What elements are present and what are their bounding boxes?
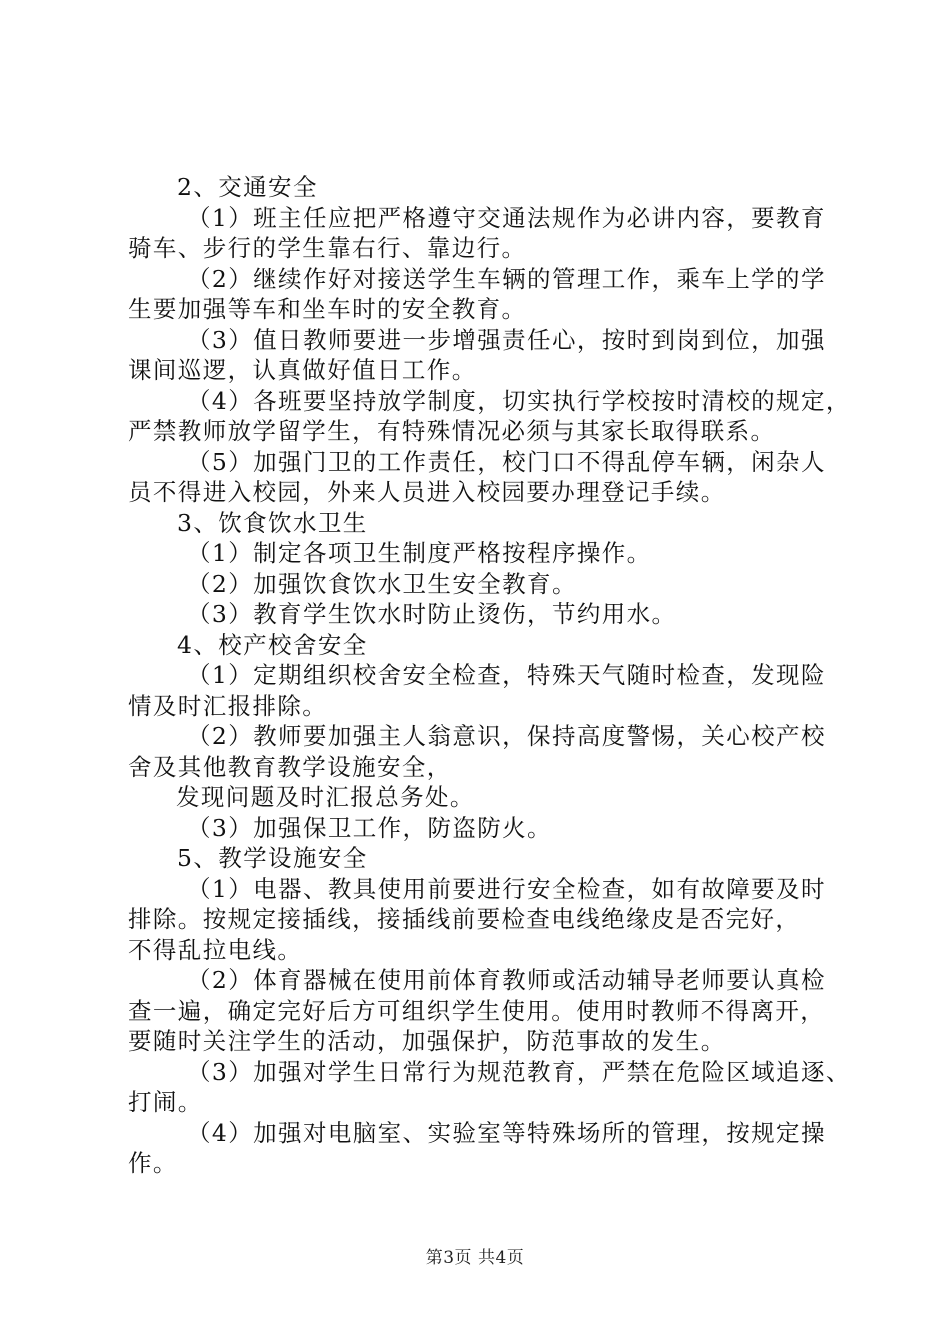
document-body <box>128 172 851 1179</box>
page-number-footer: 第3页 共4页 <box>425 1248 525 1268</box>
paragraph-line: （1）定期组织校舍安全检查，特殊天气随时检查，发现险 <box>187 661 826 689</box>
paragraph-line: 舍及其他教育教学设施安全， <box>128 752 452 781</box>
paragraph-line: （2）体育器械在使用前体育教师或活动辅导老师要认真检 <box>187 966 826 994</box>
paragraph-line: （3）值日教师要进一步增强责任心，按时到岗到位，加强 <box>187 325 826 354</box>
paragraph-line: （2）继续作好对接送学生车辆的管理工作，乘车上学的学 <box>187 264 826 293</box>
paragraph-line: 情及时汇报排除。 <box>128 691 328 720</box>
paragraph-line: 生要加强等车和坐车时的安全教育。 <box>128 295 527 323</box>
paragraph-line: 查一遍，确定完好后方可组织学生使用。使用时教师不得离开， <box>128 996 826 1025</box>
paragraph-line: （1）制定各项卫生制度严格按程序操作。 <box>187 539 652 567</box>
paragraph-line: （3）加强对学生日常行为规范教育，严禁在危险区域追逐、 <box>187 1057 851 1086</box>
paragraph-line: （4）各班要坚持放学制度，切实执行学校按时清校的规定， <box>187 386 851 415</box>
paragraph-line: （2）教师要加强主人翁意识，保持高度警惕，关心校产校 <box>187 722 826 750</box>
paragraph-line: 严禁教师放学留学生，有特殊情况必须与其家长取得联系。 <box>128 417 776 445</box>
paragraph-line: （5）加强门卫的工作责任，校门口不得乱停车辆，闲杂人 <box>187 447 826 476</box>
paragraph-line: 发现问题及时汇报总务处。 <box>176 783 475 811</box>
paragraph-line: （3）教育学生饮水时防止烫伤，节约用水。 <box>187 600 677 628</box>
paragraph-line: 骑车、步行的学生靠右行、靠边行。 <box>128 234 527 262</box>
paragraph-line: （1）电器、教具使用前要进行安全检查，如有故障要及时 <box>187 874 826 903</box>
section-heading-facilities: 5、教学设施安全 <box>177 844 368 872</box>
paragraph-line: 员不得进入校园，外来人员进入校园要办理登记手续。 <box>128 478 726 506</box>
section-heading-property: 4、校产校舍安全 <box>177 630 368 659</box>
section-heading-food: 3、饮食饮水卫生 <box>177 508 368 537</box>
paragraph-line: （4）加强对电脑室、实验室等特殊场所的管理，按规定操 <box>187 1118 826 1147</box>
paragraph-line: 作。 <box>128 1149 178 1177</box>
paragraph-line: （2）加强饮食饮水卫生安全教育。 <box>187 569 577 598</box>
section-heading-traffic: 2、交通安全 <box>177 173 318 201</box>
paragraph-line: 排除。按规定接插线，接插线前要检查电线绝缘皮是否完好， <box>128 905 801 933</box>
paragraph-line: （3）加强保卫工作，防盗防火。 <box>187 813 552 842</box>
paragraph-line: （1）班主任应把严格遵守交通法规作为必讲内容，要教育 <box>187 203 826 232</box>
paragraph-line: 打闹。 <box>128 1088 203 1116</box>
paragraph-line: 课间巡逻，认真做好值日工作。 <box>128 356 477 384</box>
paragraph-line: 要随时关注学生的活动，加强保护，防范事故的发生。 <box>128 1027 726 1055</box>
paragraph-line: 不得乱拉电线。 <box>128 935 303 964</box>
